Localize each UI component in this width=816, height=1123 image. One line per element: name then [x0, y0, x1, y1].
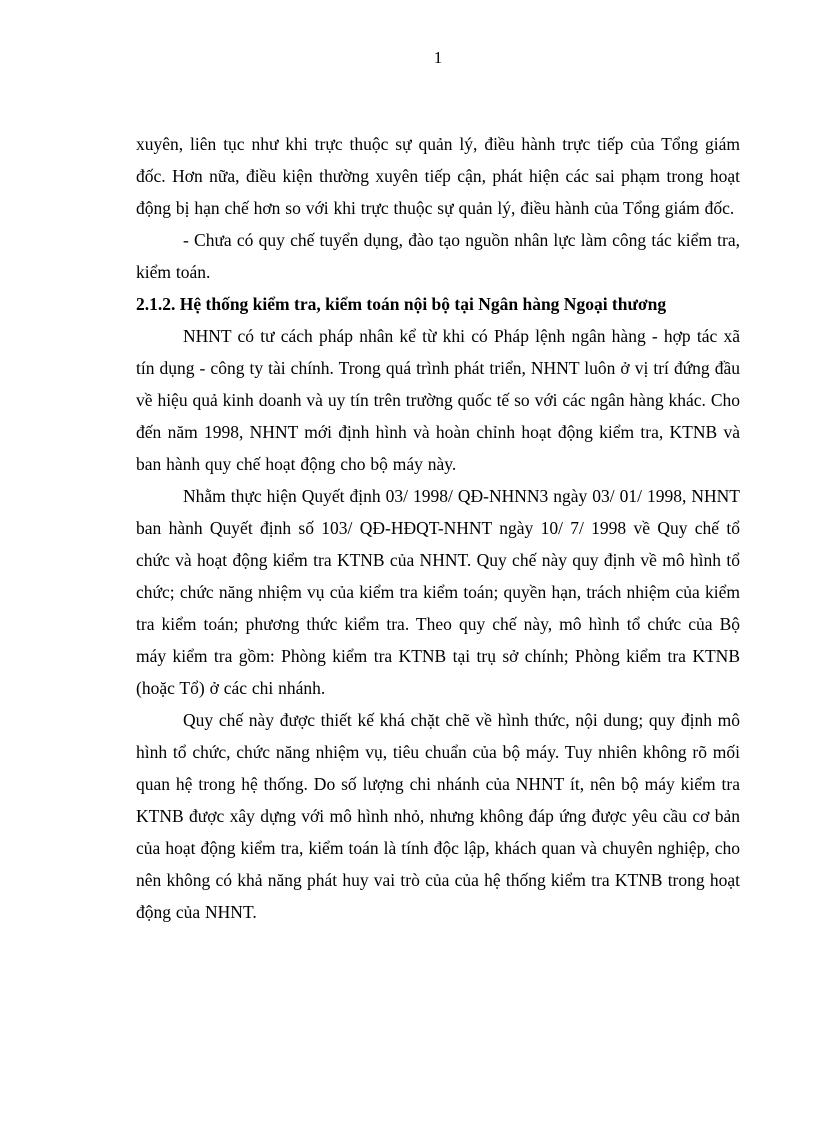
- paragraph-continuation: xuyên, liên tục như khi trực thuộc sự quản lý, điều hành trực tiếp của Tổng giám đốc. Hơn nữa, điều kiện thường xuyên tiếp cận, phát hiện các sai phạm trong hoạt động bị hạn chế hơn so với khi trực thuộc sự quản lý, điều hành của Tổng giám đốc.: [136, 134, 740, 218]
- section-heading: 2.1.2. Hệ thống kiểm tra, kiểm toán nội bộ tại Ngân hàng Ngoại thương: [136, 294, 667, 314]
- paragraph-regulation-assessment: Quy chế này được thiết kế khá chặt chẽ về hình thức, nội dung; quy định mô hình tổ chức, chức năng nhiệm vụ, tiêu chuẩn của bộ máy. Tuy nhiên không rõ mối quan hệ trong hệ thống. Do số lượng chi nhánh của NHNT ít, nên bộ máy kiểm tra KTNB được xây dựng với mô hình nhỏ, nhưng không đáp ứng được yêu cầu cơ bản của hoạt động kiểm tra, kiểm toán là tính độc lập, khách quan và chuyên nghiệp, cho nên không có khả năng phát huy vai trò của của hệ thống kiểm tra KTNB trong hoạt động của NHNT.: [136, 710, 740, 922]
- paragraph-nhnt-legal-status: NHNT có tư cách pháp nhân kể từ khi có Pháp lệnh ngân hàng - hợp tác xã tín dụng - công ty tài chính. Trong quá trình phát triển, NHNT luôn ở vị trí đứng đầu về hiệu quả kinh doanh và uy tín trên trường quốc tế so với các ngân hàng khác. Cho đến năm 1998, NHNT mới định hình và hoàn chỉnh hoạt động kiểm tra, KTNB và ban hành quy chế hoạt động cho bộ máy này.: [136, 326, 740, 474]
- page-number: 1: [433, 48, 443, 67]
- document-body: [136, 128, 740, 928]
- paragraph-recruitment-note: - Chưa có quy chế tuyển dụng, đào tạo nguồn nhân lực làm công tác kiểm tra, kiểm toán.: [136, 230, 740, 282]
- paragraph-decision-implementation: Nhằm thực hiện Quyết định 03/ 1998/ QĐ-NHNN3 ngày 03/ 01/ 1998, NHNT ban hành Quyết định số 103/ QĐ-HĐQT-NHNT ngày 10/ 7/ 1998 về Quy chế tổ chức và hoạt động kiểm tra KTNB của NHNT. Quy chế này quy định về mô hình tổ chức; chức năng nhiệm vụ của kiểm tra kiểm toán; quyền hạn, trách nhiệm của kiểm tra kiểm toán; phương thức kiểm tra. Theo quy chế này, mô hình tổ chức của Bộ máy kiểm tra gồm: Phòng kiểm tra KTNB tại trụ sở chính; Phòng kiểm tra KTNB (hoặc Tổ) ở các chi nhánh.: [136, 486, 740, 698]
